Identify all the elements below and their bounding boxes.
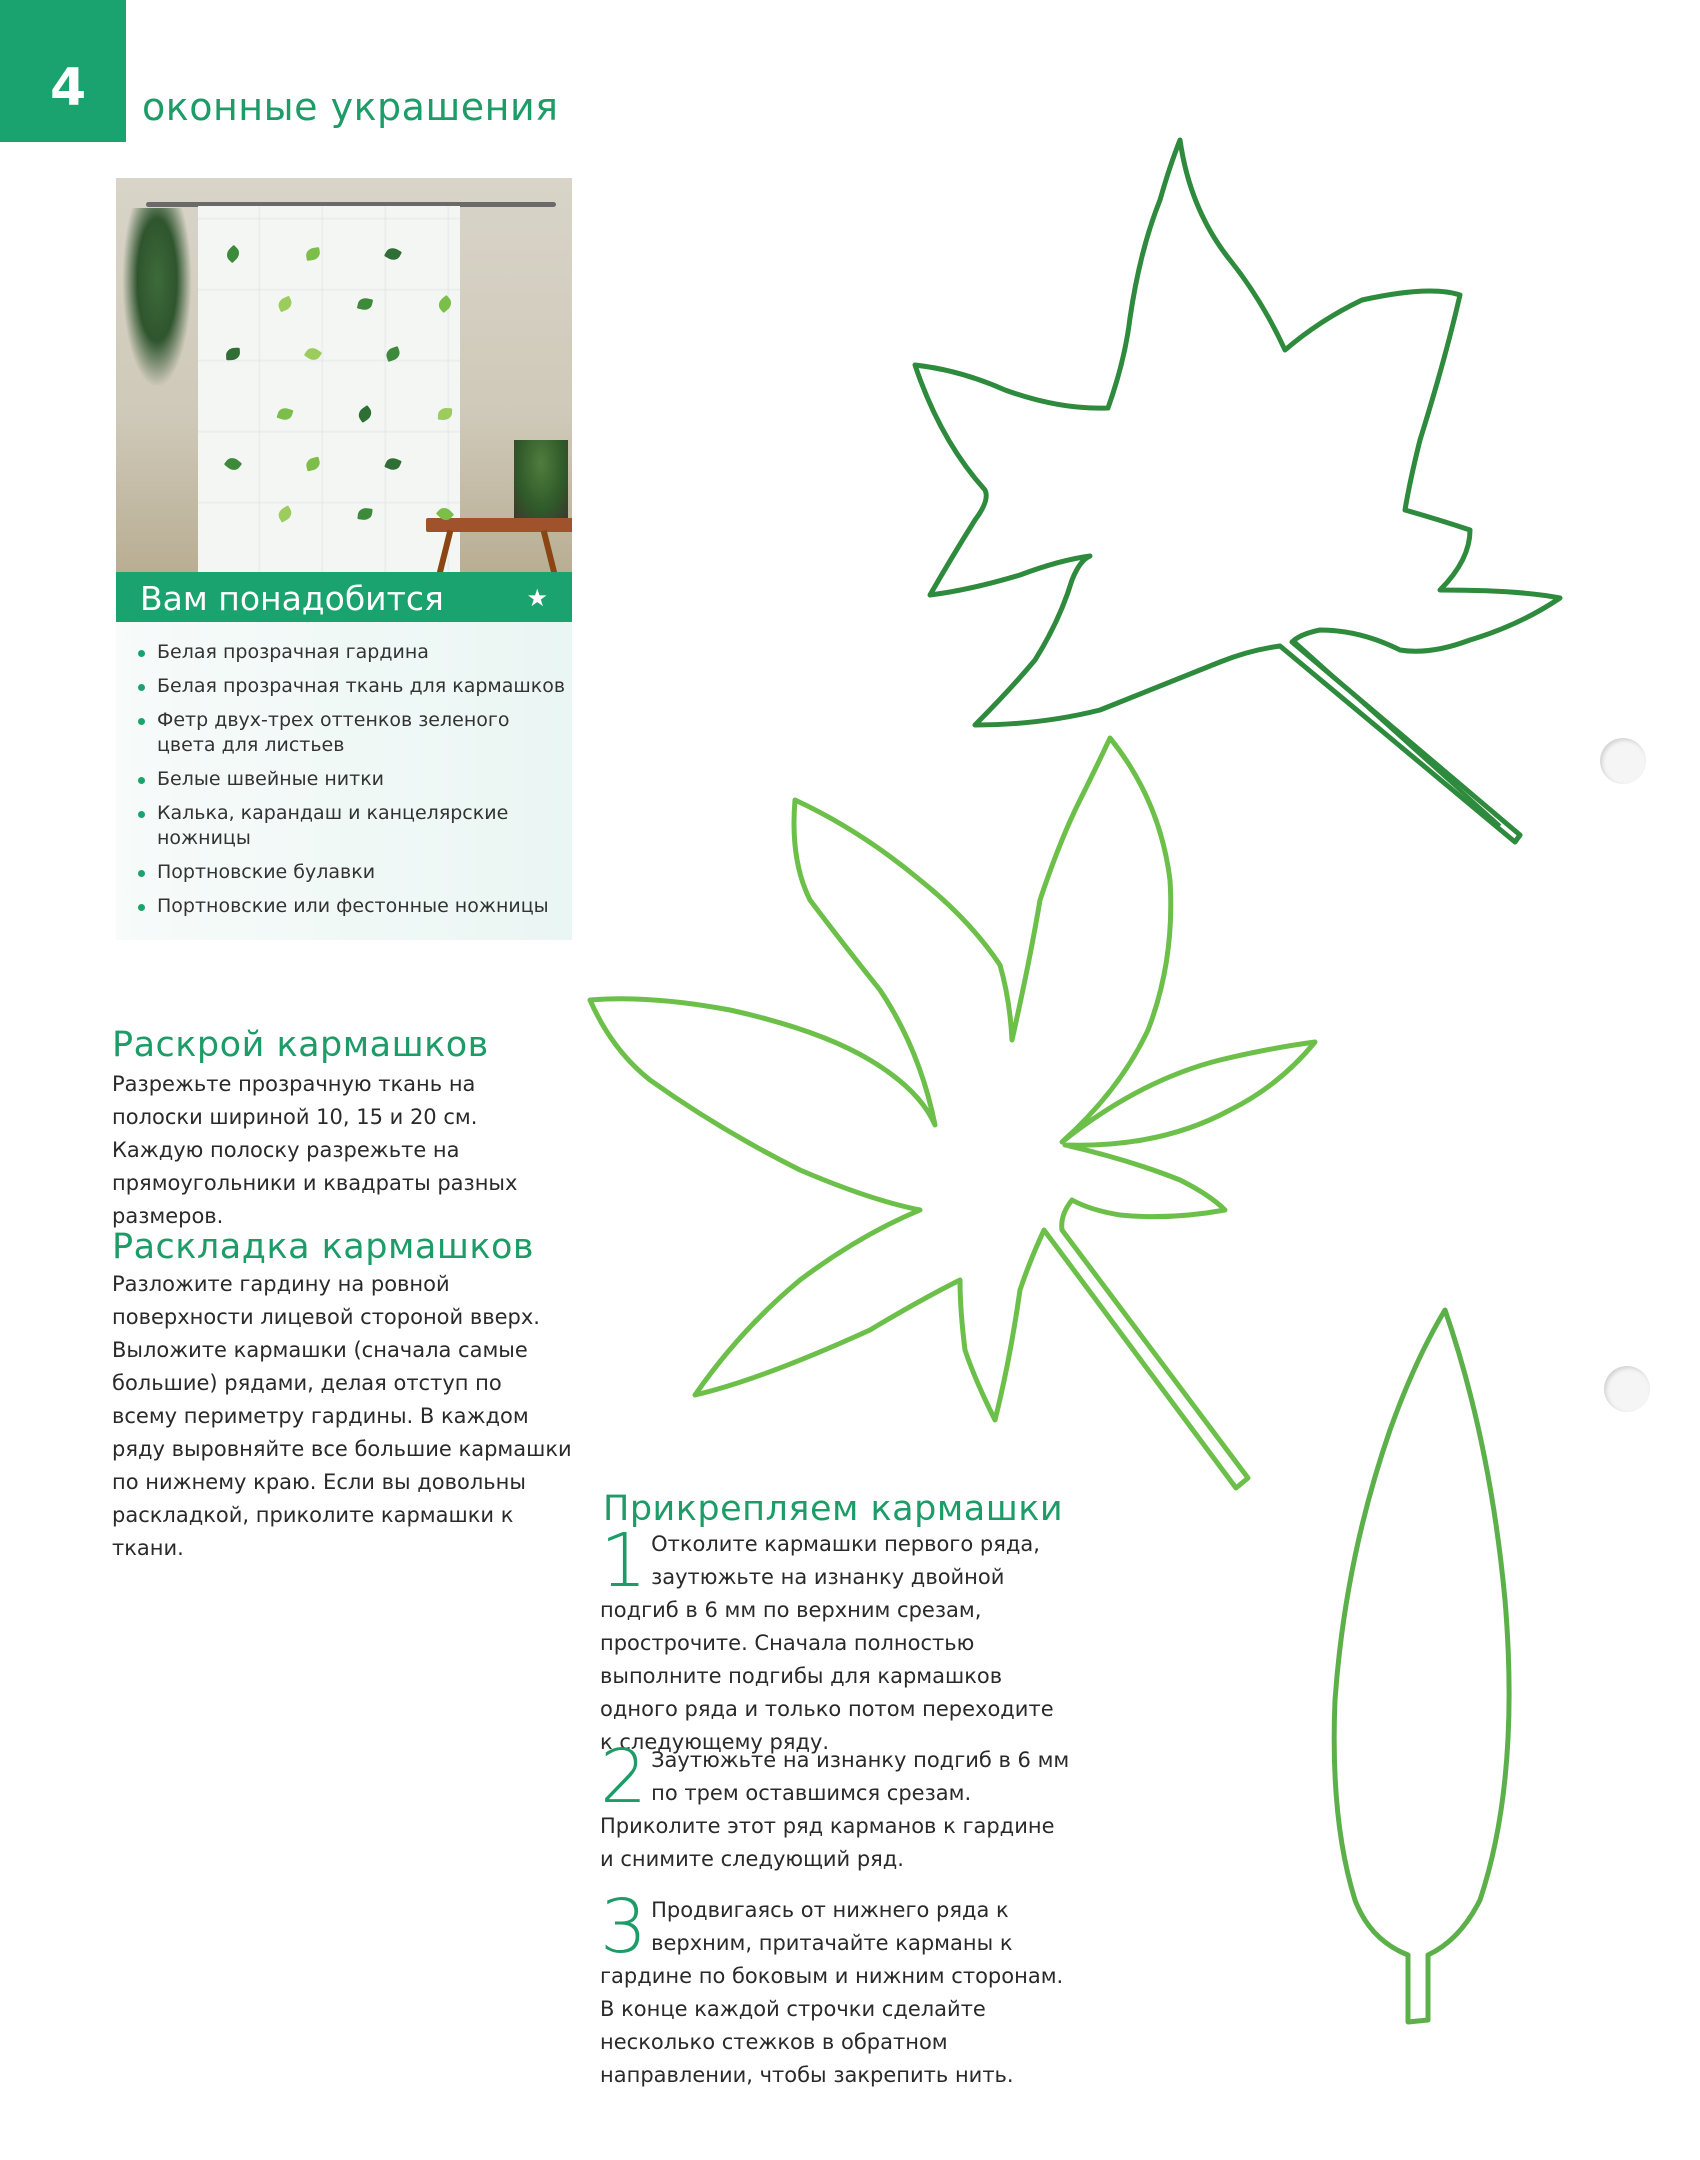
section-body-cutting: Разрежьте прозрачную ткань на полоски шириной 10, 15 и 20 см. Каждую полоску разрежьте на прямоугольники и квадраты разных размеров. [112, 1072, 518, 1228]
section-title-cutting: Раскрой кармашков [112, 1025, 489, 1065]
maple-stem [1295, 642, 1500, 826]
palmate-leaf-template [590, 738, 1315, 1488]
star-icon: ★ [526, 584, 548, 612]
step-text: Отколите кармашки первого ряда, заутюжьте на изнанку двойной подгиб в 6 мм по верхним срезам, прострочите. Сначала полностью выполните подгибы для кармашков одного ряда и только потом переходите к следующему ряду. [600, 1532, 1054, 1754]
list-item-text: Белая прозрачная гардина [157, 641, 429, 663]
step-number: 3 [600, 1884, 648, 1970]
list-item-text: Портновские или фестонные ножницы [157, 895, 549, 917]
step-text: Продвигаясь от нижнего ряда к верхним, притачайте карманы к гардине по боковым и нижним сторонам. В конце каждой строчки сделайте несколько стежков в обратном направлении, чтобы закрепить нить. [600, 1898, 1064, 2087]
list-item-text: Фетр двух-трех оттенков зеленого цвета для листьев [157, 709, 510, 756]
section-title-layout: Раскладка кармашков [112, 1227, 535, 1267]
step-text: Заутюжьте на изнанку подгиб в 6 мм по трем оставшимся срезам. Приколите этот ряд карманов к гардине и снимите следующий ряд. [600, 1748, 1070, 1871]
page-number: 4 [50, 58, 87, 118]
needs-title: Вам понадобится [140, 579, 444, 618]
list-item-text: Портновские булавки [157, 861, 376, 883]
chapter-title: оконные украшения [142, 85, 559, 129]
maple-leaf-template [915, 140, 1560, 842]
section-body-layout: Разложите гардину на ровной поверхности лицевой стороной вверх. Выложите кармашки (сначала самые большие) рядами, делая отступ по всему периметру гардины. В каждом ряду выровняйте все большие кармашки по нижнему краю. Если вы довольны раскладкой, приколите кармашки к ткани. [112, 1272, 572, 1560]
list-item-text: Белые швейные нитки [157, 768, 385, 790]
section-title-attach: Прикрепляем кармашки [603, 1489, 1064, 1529]
list-item-text: Белая прозрачная ткань для кармашков [157, 675, 566, 697]
list-item-text: Калька, карандаш и канцелярские ножницы [157, 802, 509, 849]
step-number: 1 [600, 1518, 648, 1604]
step-number: 2 [600, 1734, 648, 1820]
long-leaf-template [1334, 1310, 1509, 2022]
